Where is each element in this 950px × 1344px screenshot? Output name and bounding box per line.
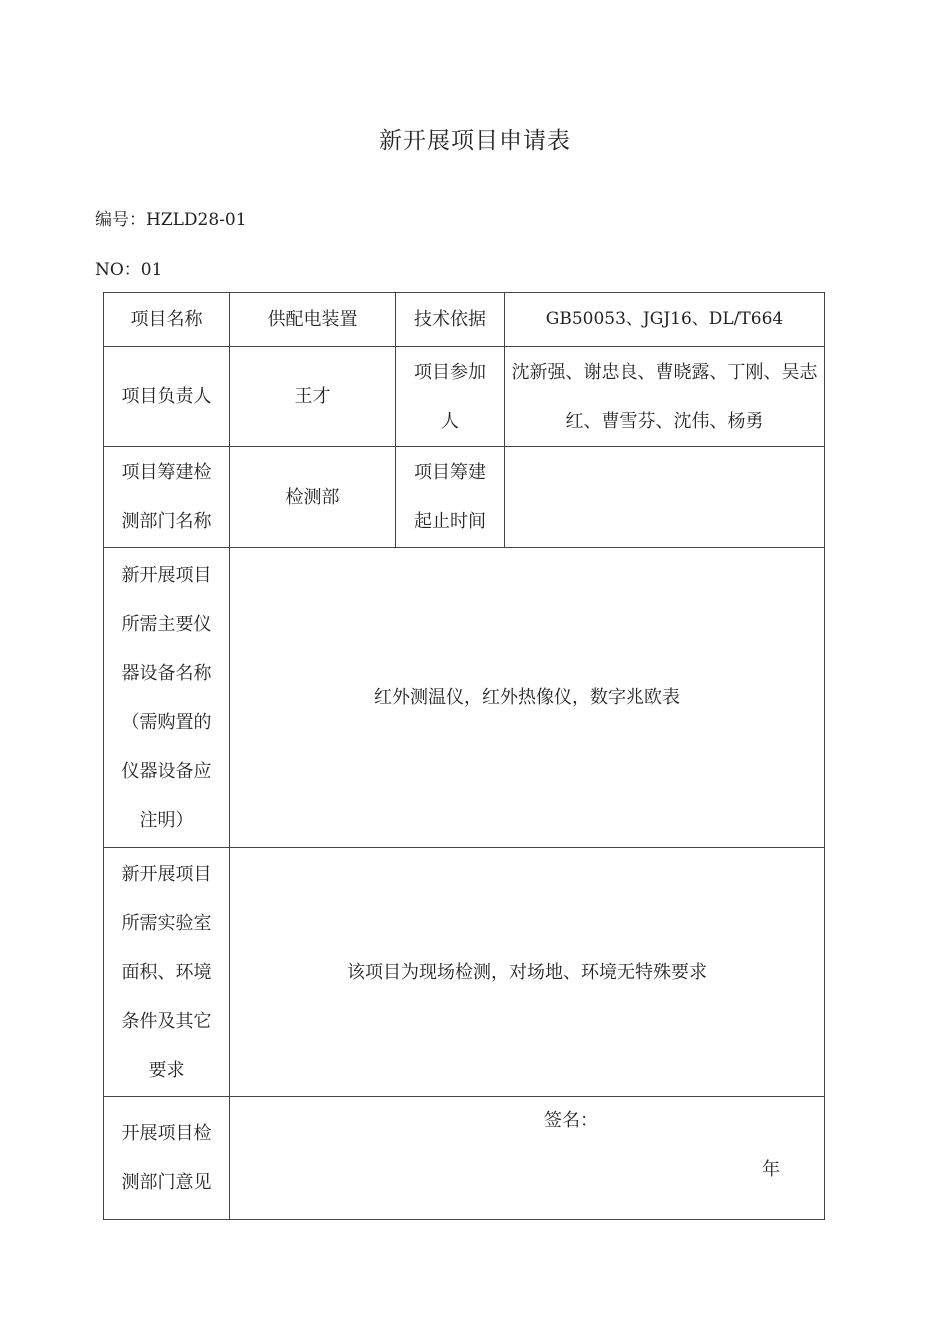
period-label: 项目筹建起止时间 (414, 462, 486, 532)
table-row (104, 1097, 825, 1220)
leader-value: 王才 (230, 347, 396, 447)
leader-label: 项目负责人 (104, 347, 230, 447)
period-value[interactable] (505, 447, 825, 548)
dept-label-cell (104, 447, 230, 548)
opinion-label-cell (104, 1097, 230, 1220)
members-value: 沈新强、谢忠良、曹晓露、丁刚、吴志红、曹雪芬、沈伟、杨勇 (505, 347, 825, 447)
period-label-cell (396, 447, 505, 548)
document-code: 编号：HZLD28-01 (95, 210, 247, 230)
table-row (104, 848, 825, 1097)
opinion-label: 开展项目检测部门意见 (121, 1123, 212, 1193)
equipment-label-cell (104, 548, 230, 848)
lab-label: 新开展项目所需实验室面积、环境条件及其它要求 (121, 863, 212, 1081)
equipment-value: 红外测温仪，红外热像仪，数字兆欧表 (230, 548, 825, 848)
basis-value: GB50053、JGJ16、DL/T664 (505, 293, 825, 347)
basis-label: 技术依据 (396, 293, 505, 347)
dept-value: 检测部 (230, 447, 396, 548)
lab-label-cell (104, 848, 230, 1097)
application-form-table (103, 292, 825, 1220)
table-row (104, 347, 825, 447)
opinion-value[interactable] (230, 1097, 825, 1220)
lab-value: 该项目为现场检测，对场地、环境无特殊要求 (230, 848, 825, 1097)
signature-label: 签名： (544, 1110, 598, 1131)
members-label: 项目参加人 (414, 361, 486, 432)
table-row (104, 293, 825, 347)
year-label: 年 (762, 1159, 780, 1180)
equipment-label: 新开展项目所需主要仪器设备名称（需购置的仪器设备应注明） (121, 564, 212, 831)
dept-label: 项目筹建检测部门名称 (121, 462, 212, 532)
page-title: 新开展项目申请表 (379, 128, 571, 154)
project-name-value: 供配电装置 (230, 293, 396, 347)
members-label-cell (396, 347, 505, 447)
project-name-label: 项目名称 (104, 293, 230, 347)
document-number: NO：01 (95, 260, 163, 280)
table-row (104, 548, 825, 848)
table-row (104, 447, 825, 548)
